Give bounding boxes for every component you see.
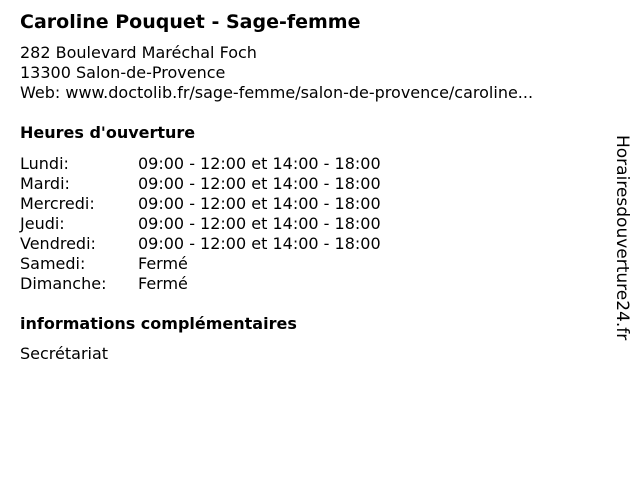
time-value: Fermé bbox=[138, 254, 188, 273]
address-city: 13300 Salon-de-Provence bbox=[20, 63, 226, 82]
day-label: Vendredi: bbox=[20, 234, 96, 253]
website-link[interactable]: www.doctolib.fr/sage-femme/salon-de-provence/caroline... bbox=[65, 83, 534, 102]
address-street: 282 Boulevard Maréchal Foch bbox=[20, 43, 257, 62]
website-prefix: Web: bbox=[20, 83, 61, 102]
day-label: Mardi: bbox=[20, 174, 70, 193]
time-value: 09:00 - 12:00 et 14:00 - 18:00 bbox=[138, 214, 381, 233]
additional-info-heading: informations complémentaires bbox=[20, 314, 297, 333]
day-label: Jeudi: bbox=[20, 214, 65, 233]
day-label: Lundi: bbox=[20, 154, 69, 173]
business-address bbox=[20, 43, 533, 103]
opening-hours-heading: Heures d'ouverture bbox=[20, 123, 196, 142]
additional-info-text: Secrétariat bbox=[20, 344, 109, 363]
time-value: 09:00 - 12:00 et 14:00 - 18:00 bbox=[138, 234, 381, 253]
page-title: Caroline Pouquet - Sage-femme bbox=[20, 11, 361, 33]
day-label: Samedi: bbox=[20, 254, 86, 273]
time-value: 09:00 - 12:00 et 14:00 - 18:00 bbox=[138, 154, 381, 173]
time-value: Fermé bbox=[138, 274, 188, 293]
time-value: 09:00 - 12:00 et 14:00 - 18:00 bbox=[138, 194, 381, 213]
day-label: Mercredi: bbox=[20, 194, 95, 213]
day-label: Dimanche: bbox=[20, 274, 107, 293]
time-value: 09:00 - 12:00 et 14:00 - 18:00 bbox=[138, 174, 381, 193]
website-line bbox=[20, 83, 533, 103]
site-watermark: Horairesdouverture24.fr bbox=[612, 135, 632, 341]
